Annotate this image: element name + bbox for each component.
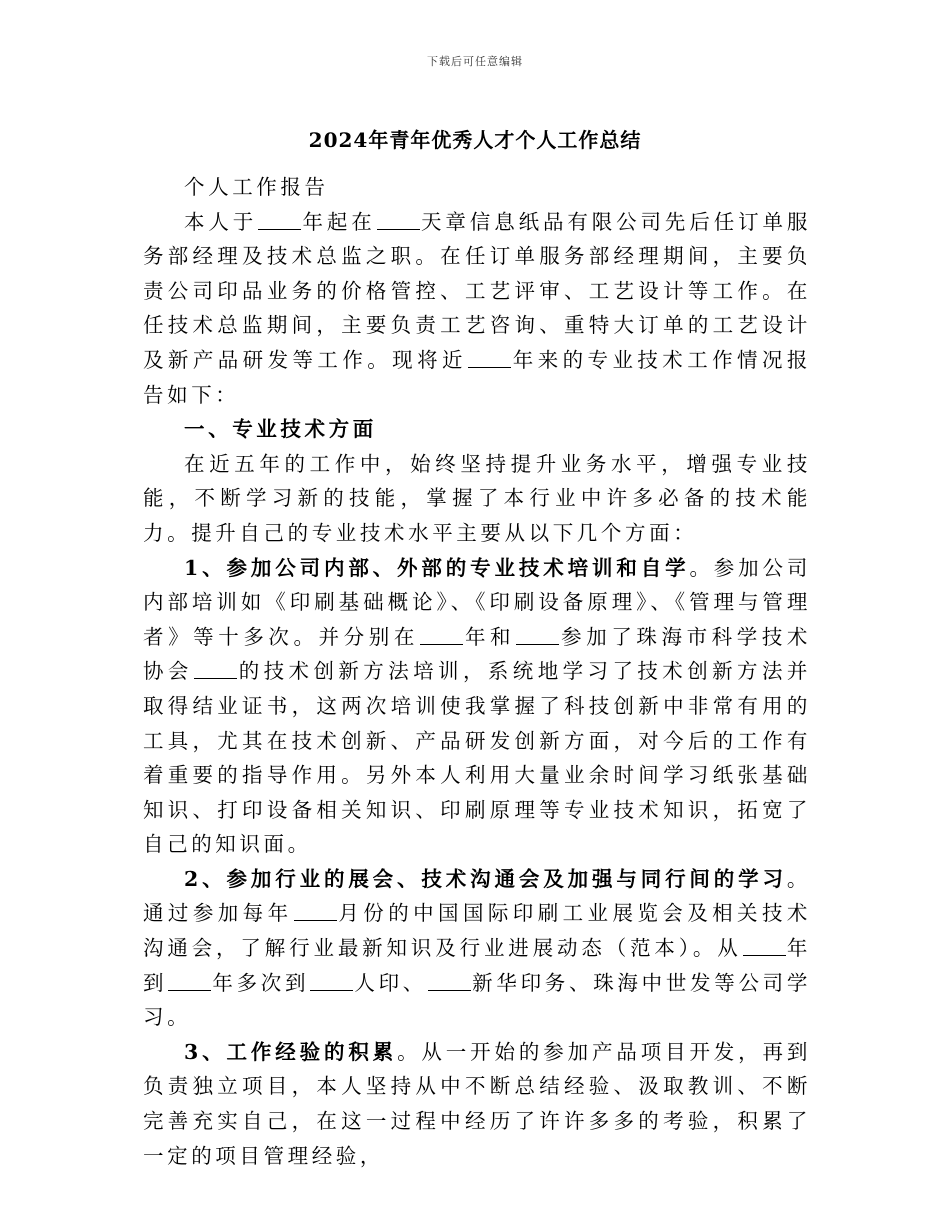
document-title: 2024年青年优秀人才个人工作总结	[308, 128, 642, 152]
item-2-heading: 2、参加行业的展会、技术沟通会及加强与同行间的学习	[184, 866, 787, 891]
text-run: 。从一开始的参加产品项目开发，再到负责独立项目，本人坚持从中不断总结经验、汲取教训、不断完善充实自己，在这一过程中经历了许许多多的考验，积累了一定的项目管理经验，	[143, 1039, 812, 1168]
text-run: 新华印务、珠海中世发等公司学习。	[143, 970, 811, 1030]
blank-line	[468, 349, 511, 368]
text-run: 。通过参加每年	[143, 866, 811, 926]
blank-line	[168, 971, 211, 990]
blank-line	[516, 625, 559, 644]
section-heading-1: 一、专业技术方面	[184, 417, 377, 442]
blank-line	[310, 971, 353, 990]
blank-line	[294, 902, 337, 921]
paragraph-report-heading: 个人工作报告	[184, 175, 329, 199]
paragraph-section-1: 在近五年的工作中，始终坚持提升业务水平，增强专业技能，不断学习新的技能，掌握了本行业中许多必备的技术能力。提升自己的专业技术水平主要从以下几个方面：	[143, 451, 811, 545]
blank-line	[194, 660, 237, 679]
header-note: 下载后可任意编辑	[427, 55, 523, 68]
paragraph-item-2	[143, 862, 811, 1035]
item-1-heading: 1、参加公司内部、外部的专业技术培训和自学	[184, 555, 690, 580]
item-3-heading: 3、工作经验的积累	[184, 1039, 398, 1064]
text-run: 年和	[463, 624, 516, 649]
text-run: 。参加公司内部培训如《印刷基础概论》、《印刷设备原理》、《管理与管理者》等十多次。并分别在	[143, 555, 811, 649]
text-run: 的技术创新方法培训，系统地学习了技术创新方法并取得结业证书，这两次培训使我掌握了科技创新中非常有用的工具，尤其在技术创新、产品研发创新方面，对今后的工作有着重要的指导作用。另外本人利用大量业余时间学习纸张基础知识、打印设备相关知识、印刷原理等专业技术知识，拓宽了自己的知识面。	[143, 659, 811, 857]
blank-line	[743, 937, 786, 956]
blank-line	[377, 210, 420, 229]
text-run: 天章信息纸品有限公司先后任订单服务部经理及技术总监之职。在任订单服务部经理期间，主要负责公司印品业务的价格管控、工艺评审、工艺设计等工作。在任技术总监期间，主要负责工艺咨询、重特大订单的工艺设计及新产品研发等工作。现将近	[143, 209, 811, 372]
text-run: 参加了珠海市科学技术协会	[143, 624, 812, 684]
blank-line	[428, 971, 471, 990]
text-run: 人印、	[354, 970, 428, 995]
text-run: 年多次到	[212, 970, 310, 995]
text-run: 年起在	[302, 209, 376, 234]
paragraph-item-1	[143, 551, 811, 862]
paragraph-item-3	[143, 1035, 811, 1173]
blank-line	[420, 625, 463, 644]
paragraph-intro	[143, 205, 811, 413]
text-run: 本人于	[184, 209, 258, 234]
blank-line	[258, 210, 301, 229]
text-run: 年到	[143, 936, 811, 995]
document-body	[143, 170, 811, 1173]
text-run: 年来的专业技术工作情况报告如下：	[143, 347, 811, 407]
text-run: 月份的中国国际印刷工业展览会及相关技术沟通会，了解行业最新知识及行业进展动态（范本）。从	[143, 901, 811, 961]
